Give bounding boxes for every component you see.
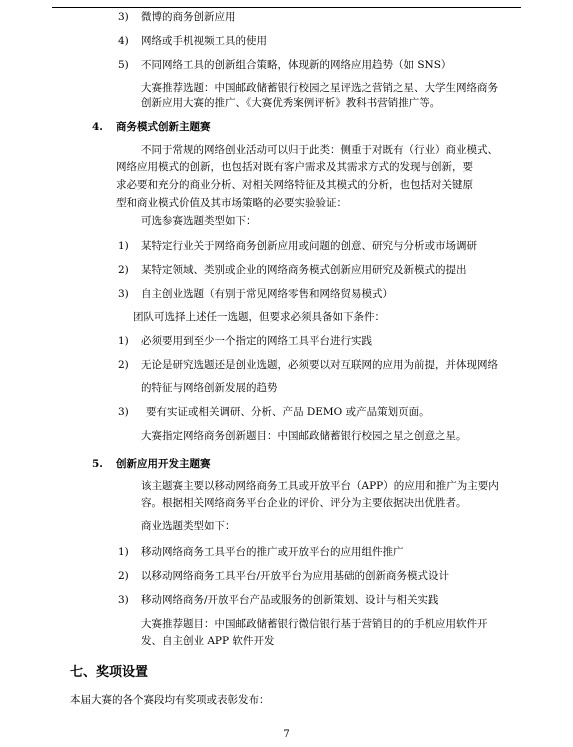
section-number: 5. [92, 458, 103, 470]
list-item-text: 某特定领域、类别或企业的网络商务模式创新应用研究及新模式的提出 [141, 264, 467, 276]
list-number: 4) [118, 35, 129, 47]
list-number: 2) [118, 570, 129, 582]
list-item-text: 必须要用到至少一个指定的网络工具平台进行实践 [141, 335, 372, 347]
paragraph-line: 容。根据相关网络商务平台企业的评价、评分为主要依据决出优胜者。 [141, 497, 467, 509]
paragraph-line: 本届大赛的各个赛段均有奖项或表彰发布： [70, 694, 270, 706]
paragraph-line: 可选参赛选题类型如下： [141, 215, 257, 227]
paragraph-line: 团队可选择上述任一选题，但要求必须具备如下条件： [133, 311, 385, 323]
page-number: 7 [283, 729, 290, 740]
paragraph-line: 网络应用模式的创新，也包括对既有客户需求及其需求方式的发现与创新，要 [116, 161, 473, 173]
list-item-text: 自主创业选题（有别于常见网络零售和网络贸易模式） [141, 288, 393, 300]
paragraph-line: 商业选题类型如下： [141, 520, 236, 532]
list-item-text: 移动网络商务/开放平台产品或服务的创新策划、设计与相关实践 [141, 594, 439, 606]
list-number: 5) [118, 59, 129, 71]
list-number: 3) [118, 11, 129, 23]
list-number: 3) [118, 594, 129, 606]
section-heading: 创新应用开发主题赛 [116, 458, 211, 470]
list-number: 2) [118, 359, 129, 371]
list-item-text: 微博的商务创新应用 [141, 11, 236, 23]
paragraph-line: 大赛推荐题目：中国邮政储蓄银行微信银行基于营销目的的手机应用软件开 [141, 618, 488, 630]
list-item-text: 移动网络商务工具平台的推广或开放平台的应用组件推广 [141, 546, 404, 558]
paragraph-line: 该主题赛主要以移动网络商务工具或开放平台（APP）的应用和推广为主要内 [141, 480, 499, 492]
list-item-text: 某特定行业关于网络商务创新应用或问题的创意、研究与分析或市场调研 [141, 240, 477, 252]
list-item-text: 不同网络工具的创新组合策略，体现新的网络应用趋势（如 SNS） [141, 59, 452, 71]
paragraph-line: 创新应用大赛的推广、《大赛优秀案例评析》教科书营销推广等。 [141, 97, 441, 109]
list-number: 1) [118, 546, 129, 558]
list-item-text: 网络或手机视频工具的使用 [141, 35, 267, 47]
paragraph-line: 大赛推荐选题：中国邮政储蓄银行校园之星评选之营销之星、大学生网络商务 [141, 82, 498, 94]
list-number: 1) [118, 240, 129, 252]
section-heading: 商务模式创新主题赛 [116, 121, 211, 133]
list-item-text: 要有实证或相关调研、分析、产品 DEMO 或产品策划页面。 [146, 406, 430, 418]
list-number: 2) [118, 264, 129, 276]
paragraph-line: 不同于常规的网络创业活动可以归于此类：侧重于对既有（行业）商业模式、 [141, 144, 498, 156]
paragraph-line: 的特征与网络创新发展的趋势 [141, 382, 278, 394]
section-number: 4. [92, 121, 103, 133]
list-number: 1) [118, 335, 129, 347]
paragraph-line: 求必要和充分的商业分析、对相关网络特征及其模式的分析，也包括对关键原 [116, 179, 473, 191]
paragraph-line: 大赛指定网络商务创新题目：中国邮政储蓄银行校园之星之创意之星。 [141, 430, 467, 442]
list-item-text: 无论是研究选题还是创业选题，必须要以对互联网的应用为前提，并体现网络 [141, 359, 498, 371]
paragraph-line: 型和商业模式价值及其市场策略的必要实验验证： [116, 197, 347, 209]
paragraph-line: 发、自主创业 APP 软件开发 [141, 635, 275, 647]
list-number: 3) [118, 406, 129, 418]
list-item-text: 以移动网络商务工具平台/开放平台为应用基础的创新商务模式设计 [141, 570, 450, 582]
list-number: 3) [118, 288, 129, 300]
chapter-heading: 七、奖项设置 [70, 665, 149, 680]
